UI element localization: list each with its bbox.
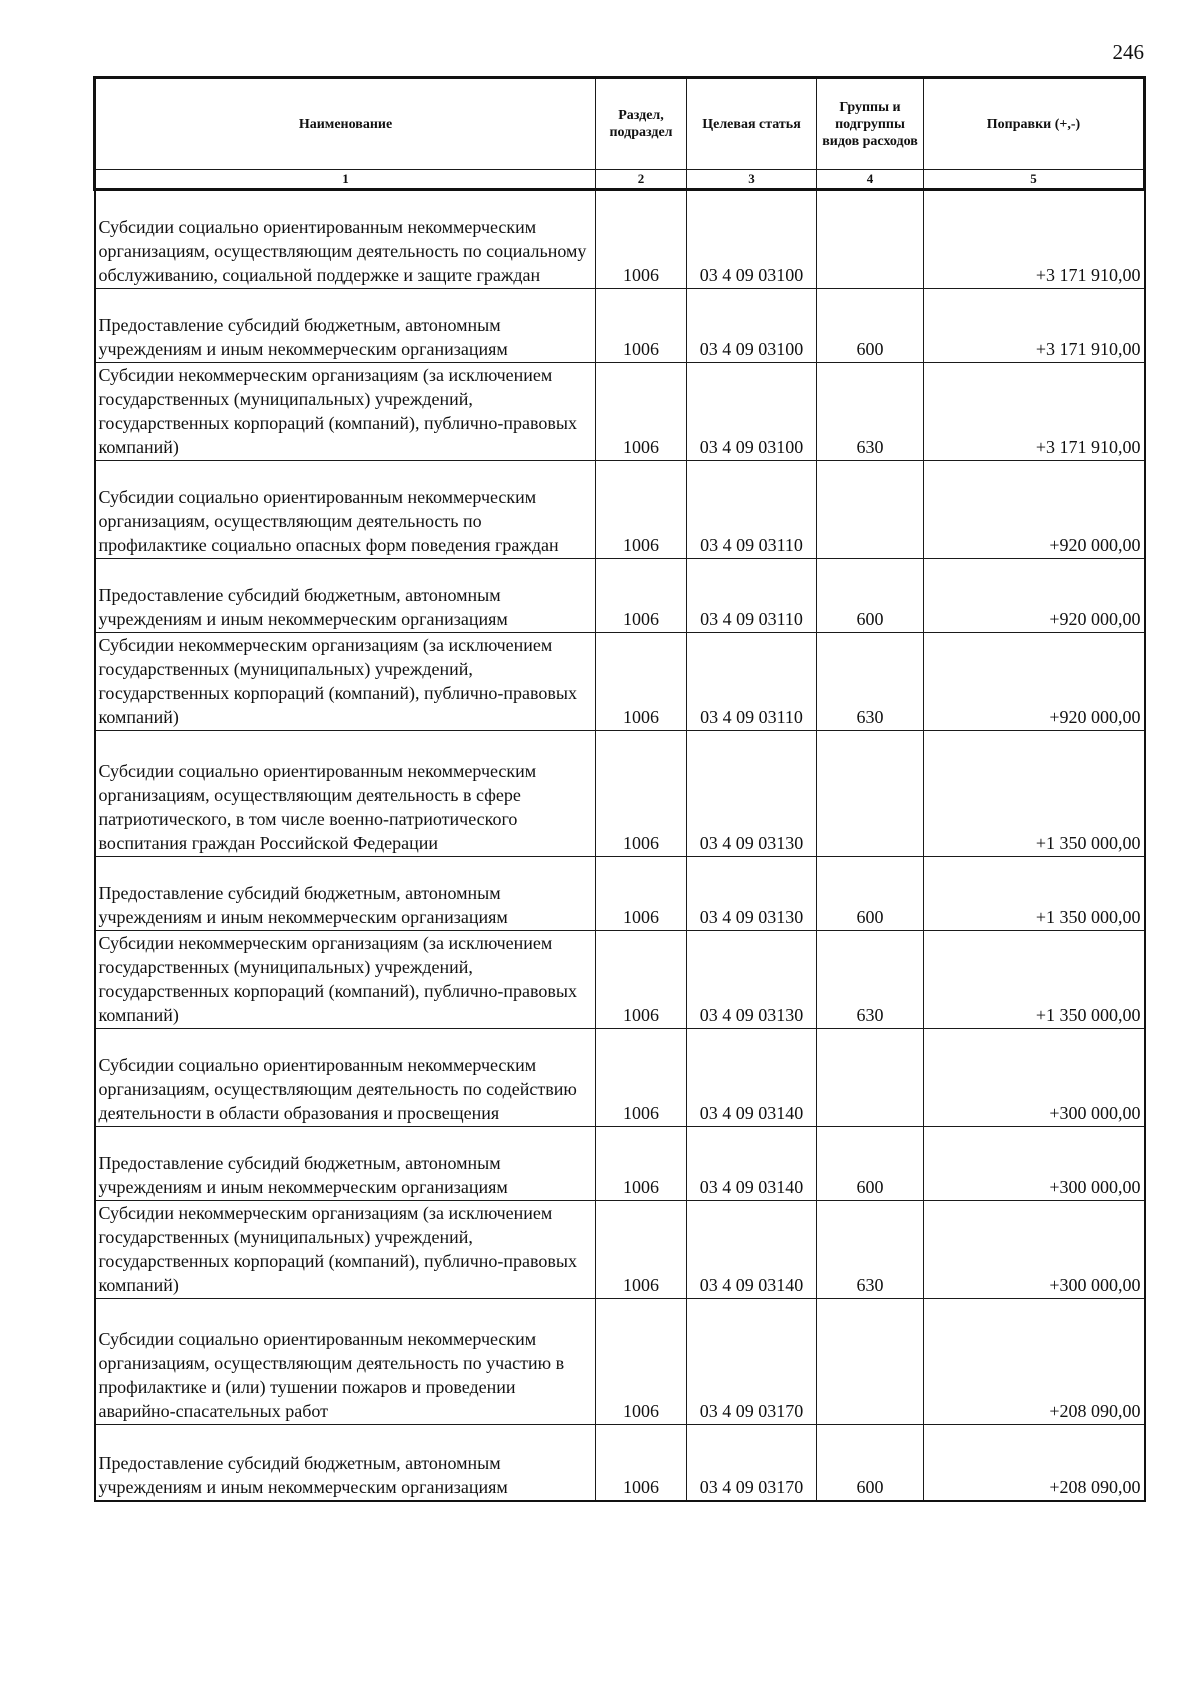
row-target: 03 4 09 03130	[687, 931, 817, 1029]
row-target: 03 4 09 03110	[687, 461, 817, 559]
row-amount: +920 000,00	[924, 633, 1145, 731]
table-row	[95, 559, 1145, 633]
row-amount: +300 000,00	[924, 1127, 1145, 1201]
column-number: 3	[687, 170, 817, 190]
row-target: 03 4 09 03170	[687, 1425, 817, 1502]
row-target: 03 4 09 03170	[687, 1299, 817, 1425]
row-group: 600	[817, 559, 924, 633]
row-name: Предоставление субсидий бюджетным, автономным учреждениям и иным некоммерческим организациям	[95, 289, 596, 363]
row-group: 600	[817, 289, 924, 363]
row-target: 03 4 09 03100	[687, 190, 817, 289]
row-amount: +3 171 910,00	[924, 363, 1145, 461]
row-amount: +1 350 000,00	[924, 731, 1145, 857]
row-name: Предоставление субсидий бюджетным, автономным учреждениям и иным некоммерческим организациям	[95, 559, 596, 633]
row-name: Субсидии некоммерческим организациям (за исключением государственных (муниципальных) учреждений, государственных корпораций (компаний), публично-правовых компаний)	[95, 633, 596, 731]
column-number: 5	[924, 170, 1145, 190]
row-name: Предоставление субсидий бюджетным, автономным учреждениям и иным некоммерческим организациям	[95, 1425, 596, 1502]
row-target: 03 4 09 03130	[687, 857, 817, 931]
page-number: 246	[1112, 40, 1144, 64]
row-section: 1006	[596, 633, 687, 731]
row-amount: +3 171 910,00	[924, 190, 1145, 289]
row-group: 600	[817, 1425, 924, 1502]
table-row	[95, 1201, 1145, 1299]
column-number: 1	[95, 170, 596, 190]
table-row	[95, 1029, 1145, 1127]
column-number-row	[95, 170, 1145, 190]
row-section: 1006	[596, 1425, 687, 1502]
row-amount: +300 000,00	[924, 1201, 1145, 1299]
table-row	[95, 363, 1145, 461]
row-name: Субсидии социально ориентированным некоммерческим организациям, осуществляющим деятельность в сфере патриотического, в том числе военно-патриотического воспитания граждан Российской Федерации	[95, 731, 596, 857]
row-target: 03 4 09 03140	[687, 1201, 817, 1299]
header-groups: Группы и подгруппы видов расходов	[817, 78, 924, 170]
row-section: 1006	[596, 559, 687, 633]
table-row	[95, 1127, 1145, 1201]
header-amount: Поправки (+,-)	[924, 78, 1145, 170]
row-section: 1006	[596, 1029, 687, 1127]
row-amount: +208 090,00	[924, 1299, 1145, 1425]
row-amount: +920 000,00	[924, 461, 1145, 559]
table-row	[95, 1299, 1145, 1425]
table-header-row	[95, 78, 1145, 170]
table-row	[95, 931, 1145, 1029]
row-name: Субсидии некоммерческим организациям (за исключением государственных (муниципальных) учреждений, государственных корпораций (компаний), публично-правовых компаний)	[95, 1201, 596, 1299]
row-name: Субсидии социально ориентированным некоммерческим организациям, осуществляющим деятельность по социальному обслуживанию, социальной поддержке и защите граждан	[95, 190, 596, 289]
row-section: 1006	[596, 363, 687, 461]
row-name: Субсидии социально ориентированным некоммерческим организациям, осуществляющим деятельность по содействию деятельности в области образования и просвещения	[95, 1029, 596, 1127]
header-target: Целевая статья	[687, 78, 817, 170]
row-group: 630	[817, 931, 924, 1029]
row-target: 03 4 09 03100	[687, 289, 817, 363]
row-target: 03 4 09 03140	[687, 1127, 817, 1201]
table-row	[95, 857, 1145, 931]
row-group	[817, 1029, 924, 1127]
table-row	[95, 190, 1145, 289]
row-name: Предоставление субсидий бюджетным, автономным учреждениям и иным некоммерческим организациям	[95, 1127, 596, 1201]
row-section: 1006	[596, 1201, 687, 1299]
row-section: 1006	[596, 731, 687, 857]
row-target: 03 4 09 03110	[687, 559, 817, 633]
row-section: 1006	[596, 289, 687, 363]
row-group	[817, 190, 924, 289]
row-group: 600	[817, 857, 924, 931]
row-amount: +3 171 910,00	[924, 289, 1145, 363]
table-row	[95, 633, 1145, 731]
row-amount: +1 350 000,00	[924, 857, 1145, 931]
row-section: 1006	[596, 461, 687, 559]
table-row	[95, 731, 1145, 857]
row-amount: +920 000,00	[924, 559, 1145, 633]
row-group: 630	[817, 1201, 924, 1299]
row-target: 03 4 09 03130	[687, 731, 817, 857]
header-section: Раздел, подраздел	[596, 78, 687, 170]
row-name: Субсидии социально ориентированным некоммерческим организациям, осуществляющим деятельность по профилактике социально опасных форм поведения граждан	[95, 461, 596, 559]
row-target: 03 4 09 03100	[687, 363, 817, 461]
row-amount: +300 000,00	[924, 1029, 1145, 1127]
row-section: 1006	[596, 857, 687, 931]
row-target: 03 4 09 03110	[687, 633, 817, 731]
row-group: 630	[817, 363, 924, 461]
row-section: 1006	[596, 1127, 687, 1201]
row-group: 600	[817, 1127, 924, 1201]
row-group	[817, 731, 924, 857]
column-number: 4	[817, 170, 924, 190]
table-row	[95, 1425, 1145, 1502]
row-group: 630	[817, 633, 924, 731]
table-row	[95, 289, 1145, 363]
row-target: 03 4 09 03140	[687, 1029, 817, 1127]
budget-amendments-table	[93, 76, 1146, 1502]
table-row	[95, 461, 1145, 559]
row-section: 1006	[596, 190, 687, 289]
row-name: Предоставление субсидий бюджетным, автономным учреждениям и иным некоммерческим организациям	[95, 857, 596, 931]
row-section: 1006	[596, 931, 687, 1029]
row-name: Субсидии социально ориентированным некоммерческим организациям, осуществляющим деятельность по участию в профилактике и (или) тушении пожаров и проведении аварийно-спасательных работ	[95, 1299, 596, 1425]
header-name: Наименование	[95, 78, 596, 170]
row-amount: +1 350 000,00	[924, 931, 1145, 1029]
row-section: 1006	[596, 1299, 687, 1425]
column-number: 2	[596, 170, 687, 190]
row-name: Субсидии некоммерческим организациям (за исключением государственных (муниципальных) учреждений, государственных корпораций (компаний), публично-правовых компаний)	[95, 363, 596, 461]
row-group	[817, 1299, 924, 1425]
row-amount: +208 090,00	[924, 1425, 1145, 1502]
row-name: Субсидии некоммерческим организациям (за исключением государственных (муниципальных) учреждений, государственных корпораций (компаний), публично-правовых компаний)	[95, 931, 596, 1029]
row-group	[817, 461, 924, 559]
